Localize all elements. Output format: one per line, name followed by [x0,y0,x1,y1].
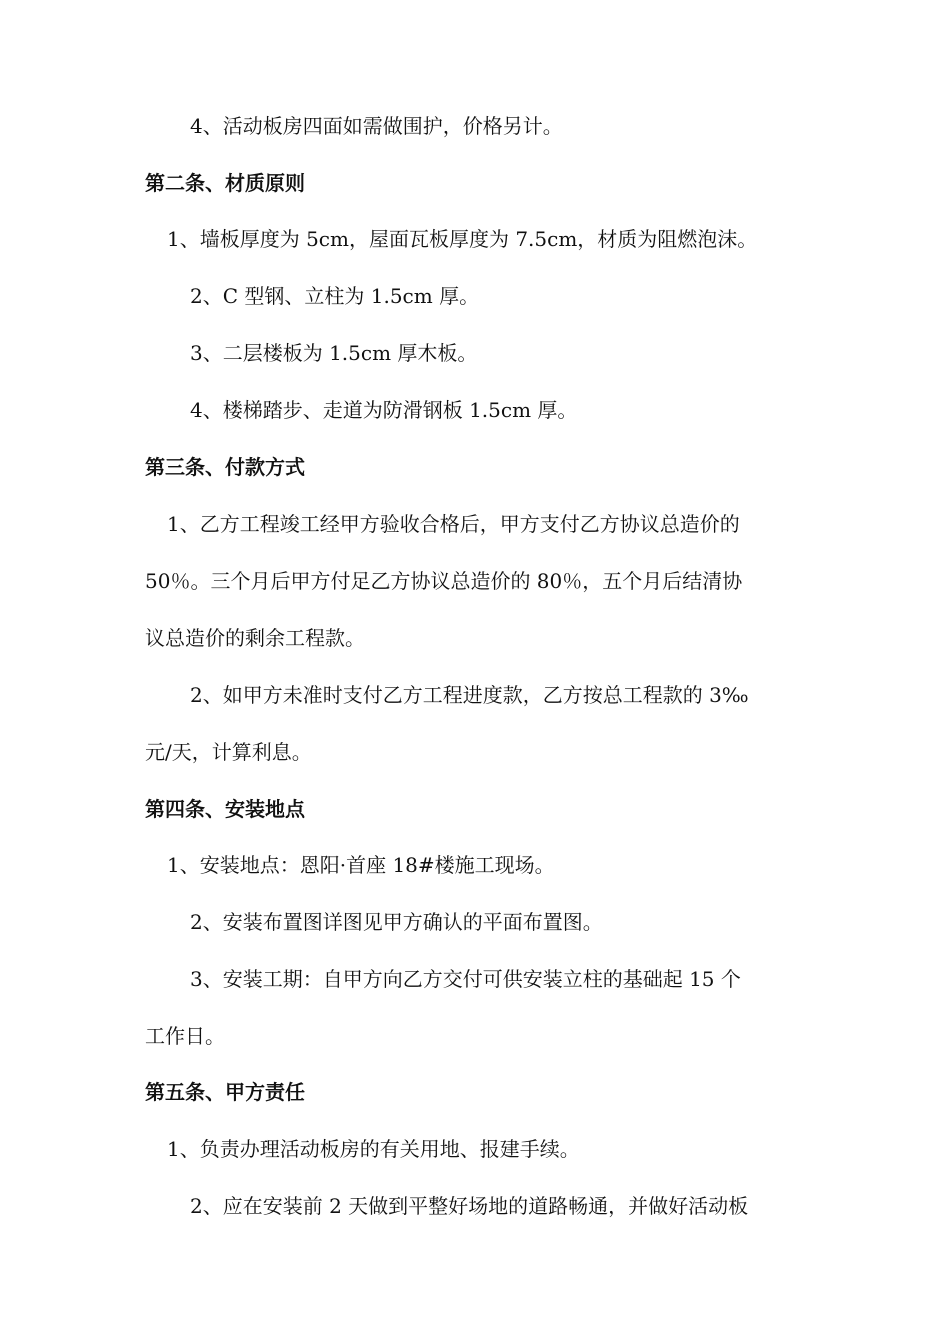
clause-5-heading: 第五条、甲方责任 [145,1080,305,1104]
clause-4-item-1: 1、安装地点：恩阳·首座 18#楼施工现场。 [167,853,555,877]
clause-4-item-2: 2、安装布置图详图见甲方确认的平面布置图。 [190,910,603,934]
clause-2-item-4: 4、楼梯踏步、走道为防滑钢板 1.5cm 厚。 [190,398,578,422]
clause-3-item-1-line-1: 1、乙方工程竣工经甲方验收合格后，甲方支付乙方协议总造价的 [167,512,740,536]
clause-2-item-3: 3、二层楼板为 1.5cm 厚木板。 [190,341,478,365]
clause-2-item-1: 1、墙板厚度为 5cm，屋面瓦板厚度为 7.5cm，材质为阻燃泡沫。 [167,227,758,251]
clause-3-item-1-line-2: 50％。三个月后甲方付足乙方协议总造价的 80％，五个月后结清协 [145,569,743,593]
clause-2-item-2: 2、C 型钢、立柱为 1.5cm 厚。 [190,284,480,308]
clause-3-heading: 第三条、付款方式 [145,455,305,479]
clause-3-item-2-line-1: 2、如甲方未准时支付乙方工程进度款，乙方按总工程款的 3‰ [190,683,749,707]
clause-5-item-1: 1、负责办理活动板房的有关用地、报建手续。 [167,1137,580,1161]
clause-1-item-4: 4、活动板房四面如需做围护，价格另计。 [190,114,563,138]
clause-3-item-2-line-2: 元/天，计算利息。 [145,740,312,764]
clause-5-item-2-line-1: 2、应在安装前 2 天做到平整好场地的道路畅通，并做好活动板 [190,1194,749,1218]
clause-2-heading: 第二条、材质原则 [145,171,305,195]
clause-3-item-1-line-3: 议总造价的剩余工程款。 [145,626,365,650]
clause-4-item-3-line-2: 工作日。 [145,1024,225,1048]
clause-4-item-3-line-1: 3、安装工期：自甲方向乙方交付可供安装立柱的基础起 15 个 [190,967,741,991]
clause-4-heading: 第四条、安装地点 [145,797,305,821]
